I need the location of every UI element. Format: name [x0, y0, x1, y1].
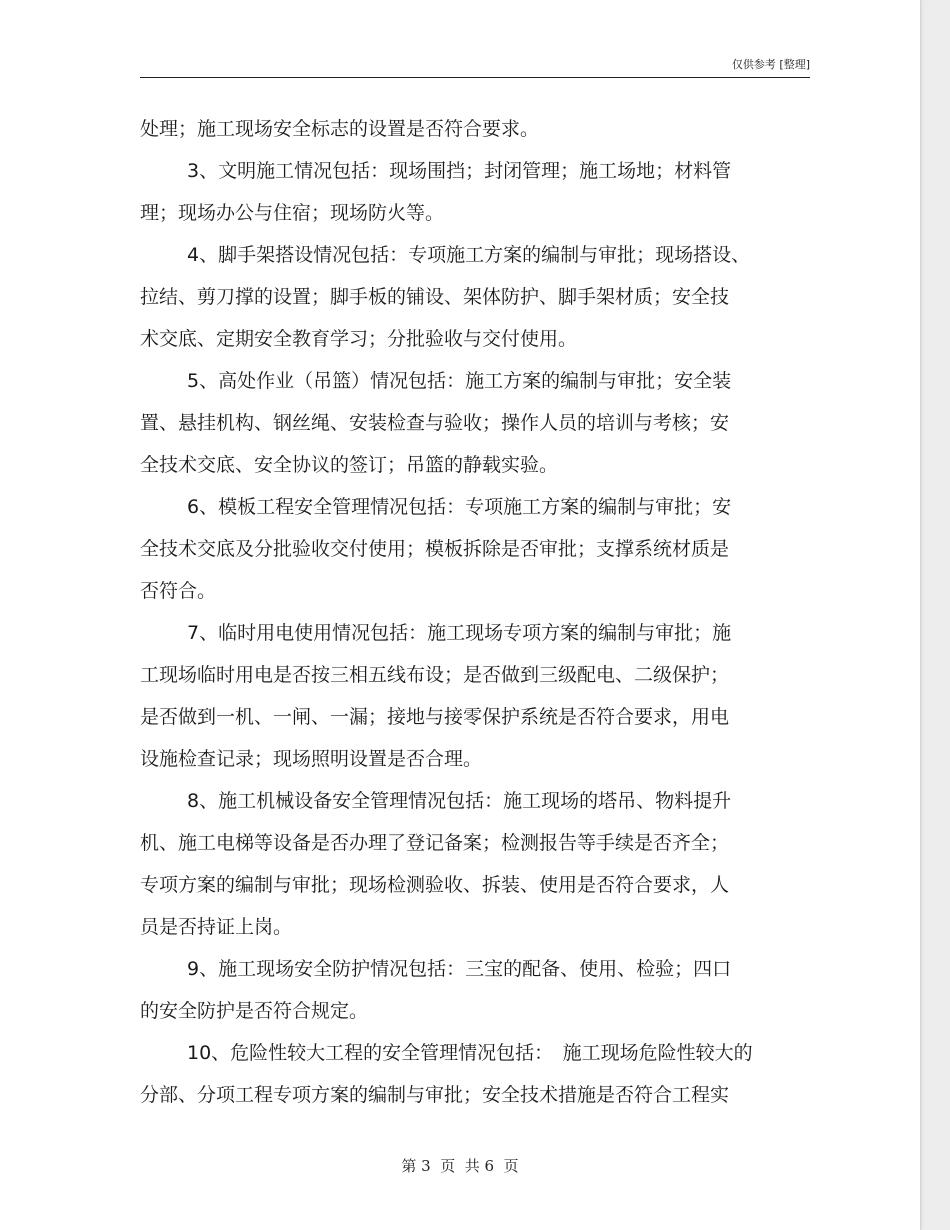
text-line: 机、施工电梯等设备是否办理了登记备案；检测报告等手续是否齐全； — [140, 832, 730, 854]
text-line: 设施检查记录；现场照明设置是否合理。 — [140, 748, 483, 770]
paragraph-8-line: 8、施工机械设备安全管理情况包括：施工现场的塔吊、物料提升 — [187, 790, 732, 812]
paragraph-4-line: 4、脚手架搭设情况包括：专项施工方案的编制与审批；现场搭设、 — [187, 244, 751, 266]
body-text — [140, 108, 820, 1116]
paragraph-9-line: 9、施工现场安全防护情况包括：三宝的配备、使用、检验；四口 — [187, 958, 732, 980]
text-line: 专项方案的编制与审批；现场检测验收、拆装、使用是否符合要求，人 — [140, 874, 730, 896]
text-line: 全技术交底、安全协议的签订；吊篮的静载实验。 — [140, 454, 559, 476]
paragraph-5-line: 5、高处作业（吊篮）情况包括：施工方案的编制与审批；安全装 — [187, 370, 732, 392]
paragraph-10-line: 10、危险性较大工程的安全管理情况包括： 施工现场危险性较大的 — [187, 1042, 753, 1064]
text-line: 全技术交底及分批验收交付使用；模板拆除是否审批；支撑系统材质是 — [140, 538, 730, 560]
text-line: 是否做到一机、一闸、一漏；接地与接零保护系统是否符合要求，用电 — [140, 706, 730, 728]
page-number: 第 3 页 共 6 页 — [401, 1157, 519, 1175]
text-line: 处理；施工现场安全标志的设置是否符合要求。 — [140, 118, 540, 140]
text-line: 理；现场办公与住宿；现场防火等。 — [140, 202, 445, 224]
header-note: 仅供参考 [整理] — [731, 58, 810, 71]
paragraph-3-line: 3、文明施工情况包括：现场围挡；封闭管理；施工场地；材料管 — [187, 160, 732, 182]
paragraph-7-line: 7、临时用电使用情况包括：施工现场专项方案的编制与审批；施 — [187, 622, 732, 644]
text-line: 置、悬挂机构、钢丝绳、安装检查与验收；操作人员的培训与考核；安 — [140, 412, 730, 434]
text-line: 工现场临时用电是否按三相五线布设；是否做到三级配电、二级保护； — [140, 664, 730, 686]
text-line: 拉结、剪刀撑的设置；脚手板的铺设、架体防护、脚手架材质；安全技 — [140, 286, 730, 308]
page-header — [140, 58, 810, 78]
text-line: 员是否持证上岗。 — [140, 916, 293, 938]
text-line: 否符合。 — [140, 580, 217, 602]
paragraph-6-line: 6、模板工程安全管理情况包括：专项施工方案的编制与审批；安 — [187, 496, 732, 518]
text-line: 的安全防护是否符合规定。 — [140, 1000, 369, 1022]
text-line: 术交底、定期安全教育学习；分批验收与交付使用。 — [140, 328, 578, 350]
text-line: 分部、分项工程专项方案的编制与审批；安全技术措施是否符合工程实 — [140, 1084, 730, 1106]
